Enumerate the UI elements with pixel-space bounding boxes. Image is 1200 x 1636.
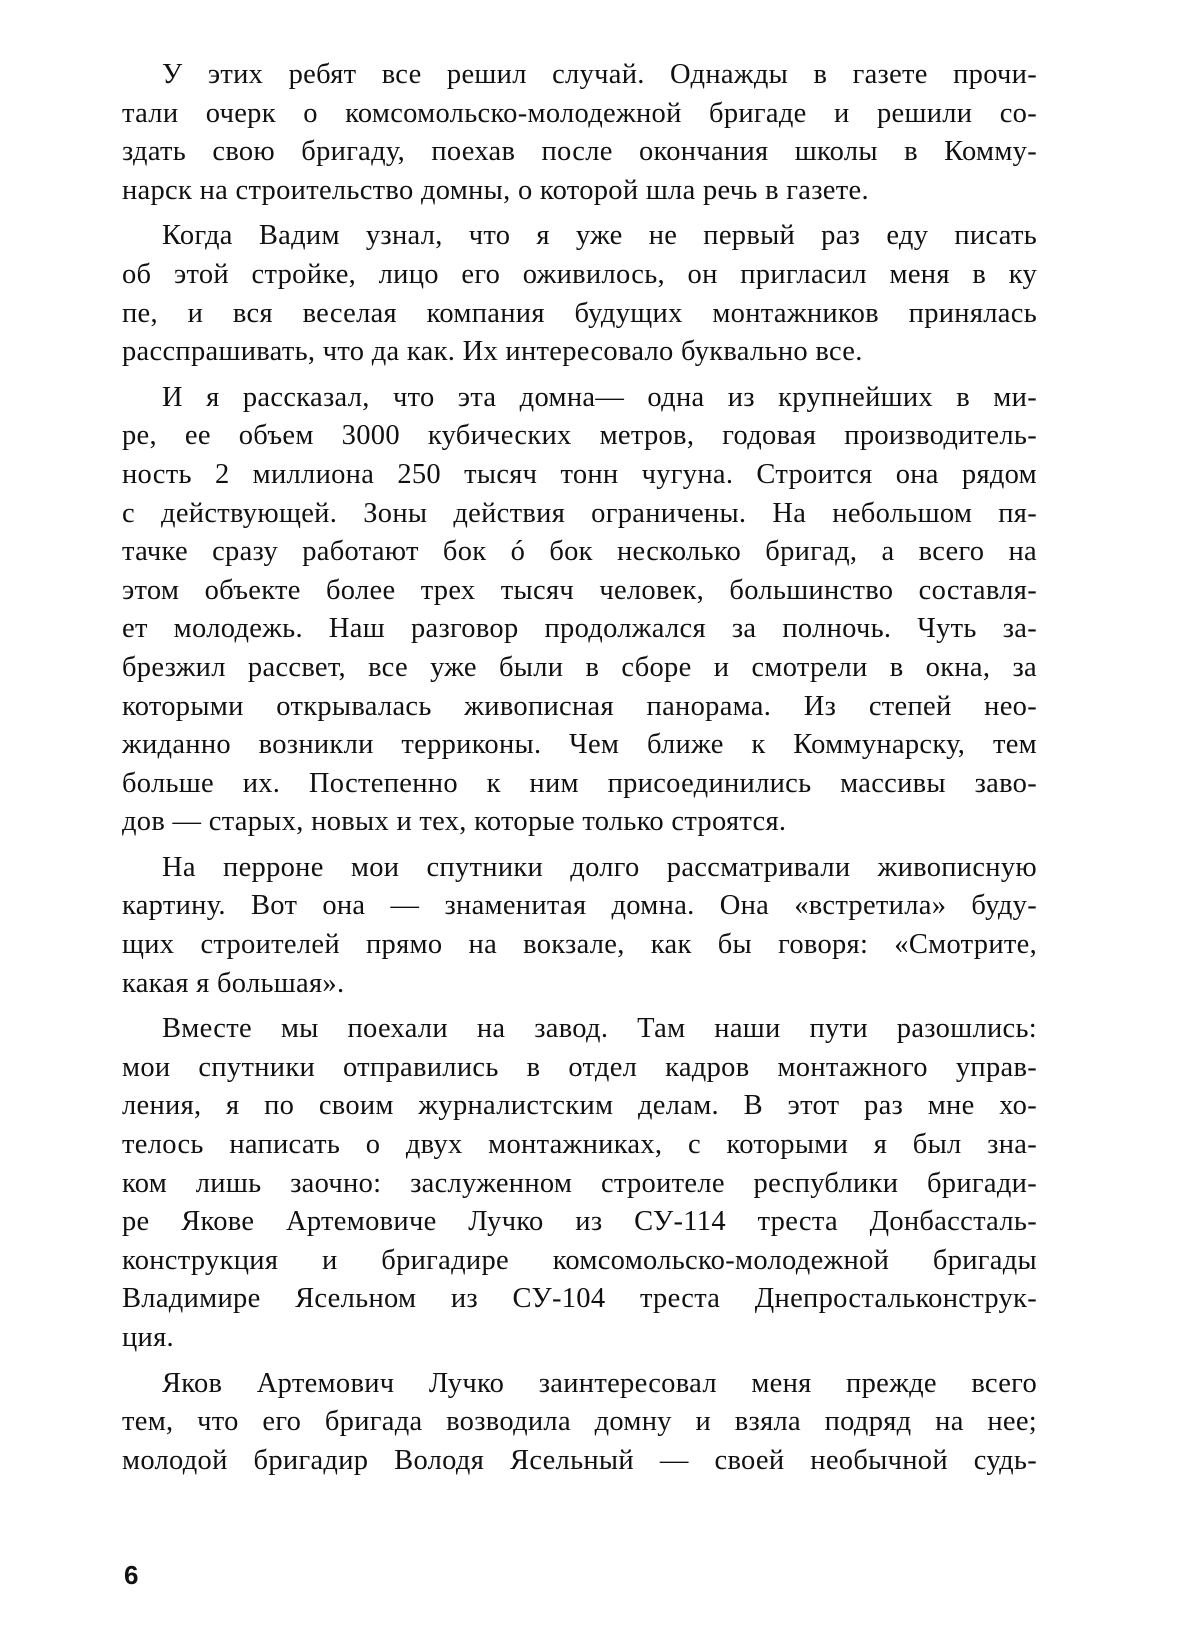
paragraph (122, 379, 1037, 842)
text-line: ления, я по своим журналистским делам. В этот раз мне хо- (122, 1090, 1037, 1122)
text-line: щих строителей прямо на вокзале, как бы говоря: «Смотрите, (122, 929, 1037, 961)
text-line: ком лишь заочно: заслуженном строителе республики бригади- (122, 1167, 1037, 1199)
text-line: брезжил рассвет, все уже были в сборе и смотрели в окна, за (122, 651, 1037, 683)
text-line: дов — старых, новых и тех, которые только строятся. (122, 806, 787, 838)
text-line: мои спутники отправились в отдел кадров монтажного управ- (122, 1051, 1037, 1083)
text-line: На перроне мои спутники долго рассматривали живописную (162, 851, 1037, 883)
text-line: здать свою бригаду, поехав после окончания школы в Комму- (122, 136, 1037, 168)
text-line: конструкция и бригадире комсомольско-молодежной бригады (122, 1244, 1037, 1276)
text-line: какая я большая». (122, 967, 345, 999)
page-number: 6 (124, 1560, 139, 1590)
text-line: Яков Артемович Лучко заинтересовал меня прежде всего (162, 1367, 1037, 1399)
paragraph (122, 217, 1037, 371)
text-line: картину. Вот она — знаменитая домна. Она «встретила» буду- (122, 890, 1037, 922)
text-line: Владимире Ясельном из СУ-104 треста Днепростальконструк- (122, 1283, 1037, 1315)
text-line: У этих ребят все решил случай. Однажды в газете прочи- (162, 59, 1037, 90)
text-line: ре, ее объем 3000 кубических метров, годовая производитель- (122, 420, 1037, 452)
text-line: которыми открывалась живописная панорама. Из степей нео- (122, 690, 1037, 722)
text-line: И я рассказал, что эта домна— одна из крупнейших в ми- (162, 381, 1037, 413)
paragraph (122, 1010, 1037, 1357)
text-line: об этой стройке, лицо его оживилось, он пригласил меня в ку (122, 258, 1037, 290)
text-line: этом объекте более трех тысяч человек, большинство составля- (122, 574, 1037, 606)
text-line: больше их. Постепенно к ним присоединились массивы заво- (122, 767, 1037, 799)
text-line: молодой бригадир Володя Ясельный — своей необычной судь- (122, 1444, 1037, 1476)
page-text (122, 56, 1037, 1487)
paragraph (122, 849, 1037, 1003)
text-line: тачке сразу работают бок ó бок несколько бригад, а всего на (122, 536, 1037, 568)
text-line: Вместе мы поехали на завод. Там наши пути разошлись: (162, 1013, 1037, 1045)
text-line: с действующей. Зоны действия ограничены. На небольшом пя- (122, 497, 1037, 529)
text-line: ность 2 миллиона 250 тысяч тонн чугуна. Строится она рядом (122, 458, 1037, 490)
text-line: расспрашивать, что да как. Их интересовало буквально все. (122, 336, 863, 368)
text-line: тали очерк о комсомольско-молодежной бригаде и решили со- (122, 97, 1037, 129)
paragraph (122, 1365, 1037, 1481)
text-line: нарск на строительство домны, о которой шла речь в газете. (122, 174, 869, 206)
text-line: Когда Вадим узнал, что я уже не первый раз еду писать (162, 220, 1037, 252)
text-line: ре Якове Артемовиче Лучко из СУ-114 треста Донбассталь- (122, 1206, 1037, 1238)
text-line: телось написать о двух монтажниках, с которыми я был зна- (122, 1129, 1037, 1161)
text-line: жиданно возникли терриконы. Чем ближе к Коммунарску, тем (122, 729, 1037, 761)
paragraph (122, 56, 1037, 210)
text-line: тем, что его бригада возводила домну и взяла подряд на нее; (122, 1406, 1037, 1438)
text-line: ет молодежь. Наш разговор продолжался за полночь. Чуть за- (122, 613, 1037, 645)
text-line: ция. (122, 1322, 174, 1353)
text-line: пе, и вся веселая компания будущих монтажников принялась (122, 297, 1037, 329)
